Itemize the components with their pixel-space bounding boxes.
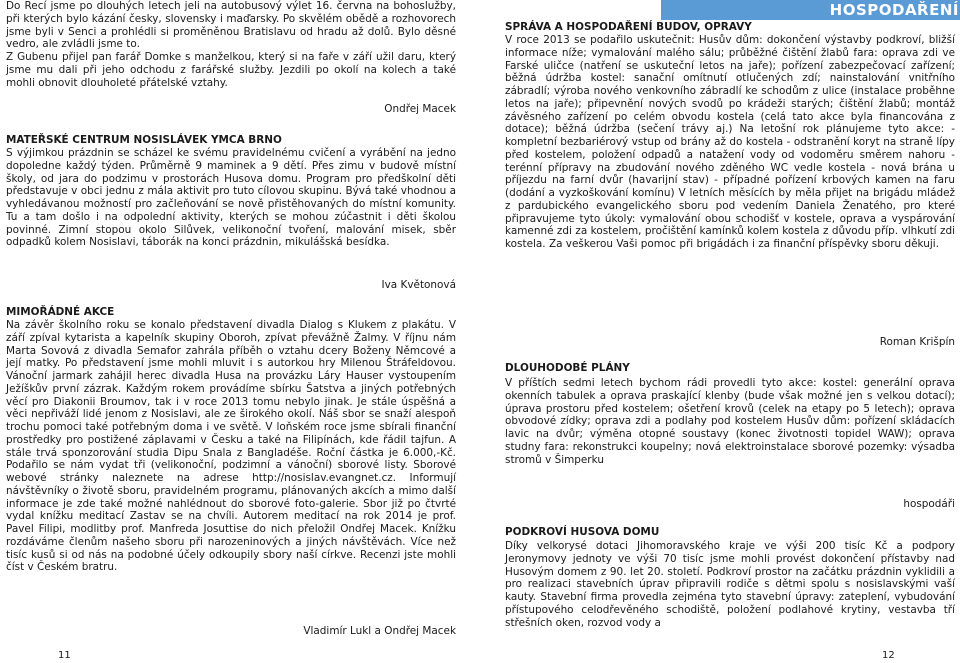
materske-centrum-text: S výjimkou prázdnin se scházel ke svému pravidelnému cvičení a vyrábění na jedno dopoledne každý týden. Průměrně 9 maminek a 9 dětí. Přes zimu v budově místní školy, od jara do podzimu v prostorách Husova domu. Program pro předškolní děti představuje v obci jednu z mála aktivit pro tuto cílovou skupinu. Bývá také vhodnou a vyhledávanou možností pro začleňování se nově přistěhovaných do místní komunity. Tu a tam došlo i na odpolední aktivity, kterých se mohou zúčastnit i děti školou povinné. Zimní stopou okolo Silůvek, velikonoční tvoření, malování misek, sběr odpadků kolem Nosislavi, táborák na konci prázdnin, mikulášská besídka. (6, 147, 456, 249)
signature-lukl-macek: Vladimír Lukl a Ondřej Macek (303, 625, 456, 637)
section-heading-materske-centrum: MATEŘSKÉ CENTRUM NOSISLÁVEK YMCA BRNO (6, 134, 282, 146)
italic-paragraph: Z Gubenu přijel pan farář Domke s manželkou, který si na faře v září užil daru, který jsme mu dali při jeho odchodu z farářské služby. Jezdili po okolí na kolech a také mohli obnovit dlouholeté přátelské vztahy. (6, 51, 456, 89)
section-heading-sprava-budov: SPRÁVA A HOSPODAŘENÍ BUDOV, OPRAVY (505, 21, 752, 33)
section-band (661, 0, 960, 20)
signature-kvetonova: Iva Květonová (381, 279, 456, 291)
page-number-left: 11 (58, 650, 71, 661)
signature-macek: Ondřej Macek (384, 103, 456, 115)
page-number-right: 12 (882, 650, 895, 661)
section-heading-dlouhodobe-plany: DLOUHODOBÉ PLÁNY (505, 362, 630, 374)
section-heading-podkrovi: PODKROVÍ HUSOVA DOMU (505, 526, 660, 538)
signature-krispin: Roman Krišpín (879, 336, 955, 348)
sprava-budov-text: V roce 2013 se podařilo uskutečnit: Husův dům: dokončení výstavby podkroví, bližší informace níže; vymalování malého sálu; průběžné čištění žlabů fara: oprava zdi ve Farské uličce (natření se uskuteční letos na jaře); pořízení zabezpečovací zařízení; běžná údržba kostel: sanační omítnutí otlučených zdí; nainstalování vnitřního zábradlí; výroba nového venkovního zábradlí ke schodům z ulice (instalace proběhne letos na jaře); připevnění nových svodů po krádeži starých; čištění žlabů; montáž závěsného zařízení po celém obvodu kostela (celá tato akce byla financována z dotace); běžná údržba (sečení trávy aj.) Na letošní rok plánujeme tyto akce: - kompletní bezbariérový vstup od brány až do kostela - odstranění koryt na straně lípy před kostelem, položení odpadů a natažení vody od vodoměru směrem nahoru - terénní přípravy na zbudování nového zděného WC vedle kostela - nová brána u příjezdu na farní dvůr (havarijní stav) - případné pořízení krbových kamen na faru (dodání a vyzkoškování komínu) V letních měsících by měla přijet na brigádu mládež z pardubického evangelického sboru pod vedením Daniela Ženatého, pro které připravujeme tyto úkoly: vymalování obou schodišť v kostele, oprava a vyspárování kamenné zdi za kostelem, pročištění kamínků kolem kostela z důvodu příp. vlhkutí zdi kostela. Za veškerou Vaši pomoc při brigádách i za finanční příspěvky sboru děkuji. (505, 34, 955, 250)
signature-hospodari: hospodáři (903, 498, 955, 510)
mimoradne-akce-text: Na závěr školního roku se konalo představení divadla Dialog s Klukem z plakátu. V září zpíval kytarista a kapelník skupiny Oboroh, zpívat převážně Žalmy. V říjnu nám Marta Sovová z divadla Semafor zahrála příběh o vztahu dcery Boženy Němcové a její matky. Po představení jsme mohli mluvit i s autorkou hry Milenou Štráfeldovou. Vánoční jarmark zahájil herec divadla Husa na provázku Láry Hauser vystoupením Ježíškův první zázrak. Každým rokem provádíme sbírku Šatstva a jiných potřebných věcí pro Diakonii Broumov, tak i v roce 2013 tomu nebylo jinak. Je stále úspěšná a věci nepřiváží lidé jenom z Nosislavi, ale ze širokého okolí. Náš sbor se snaží alespoň trochu pomoci také potřebným doma i ve světě. V loňském roce jsme sbírali finanční prostředky pro postižené záplavami v Česku a také na Filipínách, kde řádil tajfun. A stále trvá sponzorování studia Dipu Snala z Bangladéše. Roční částka je 6.000,-Kč. Podařilo se nám vydat tři (velikonoční, podzimní a vánoční) sborové listy. Sborové webové stránky naleznete na adrese http://nosislav.evangnet.cz. Informují návštěvníky o životě sboru, pravidelném programu, plánovaných akcích a mimo další informace je zde také možné nahlédnout do sborové foto-galerie. Sbor již po čtvrté vydal knížku meditací Zastav se na chvíli. Autorem meditací na rok 2014 je prof. Pavel Filipi, modlitby prof. Manfreda Josuttise do nich přeložil Ondřej Macek. Knížku rozdáváme členům našeho sboru při narozeninových a jiných návštěvách. Více než tisíc kusů si od nás na podobné účely odkoupily sbory naší církve. Recenzi jste mohli číst v Českém bratru. (6, 319, 456, 574)
band-title: HOSPODAŘENÍ (829, 1, 959, 19)
intro-paragraph: Do Recí jsme po dlouhých letech jeli na autobusový výlet 16. června na bohoslužby, při kterých bylo kázání česky, slovensky i maďarsky. Po skvělém obědě a rozhovorech jsme byli v Senci a prohlédli si proměněnou Bratislavu od hradu až dolů. Bylo děsné vedro, ale zvládli jsme to. (6, 0, 456, 51)
podkrovi-text: Díky velkorysé dotaci Jihomoravského kraje ve výši 200 tisíc Kč a podpory Jeronymovy jednoty ve výši 70 tisíc jsme mohli provést dokončení přístavby nad Husovým domem z 90. let 20. století. Podkroví prostor na začátku prázdnin vyklidili a pro realizaci stavebních úprav připravili rodiče s dětmi spolu s nosislavskými vaší kauty. Stavební firma provedla zejména tyto stavební úpravy: zateplení, vybudování přístupového celodřevěného schodiště, položení podlahové krytiny, vestavba tří střešních oken, rozvod vody a (505, 540, 955, 629)
section-heading-mimoradne-akce: MIMOŘÁDNÉ AKCE (6, 306, 115, 318)
dlouhodobe-plany-text: V příštích sedmi letech bychom rádi provedli tyto akce: kostel: generální oprava okenních tabulek a oprava praskající klenby (bude však možné jen s velkou dotací); úprava prostoru před kostelem; ošetření krovů (celek na etapy po 5 letech); oprava obvodové zídky; oprava zdi a podlahy pod kostelem Husův dům: pořízení skládacích lavic na dvůr; výměna otopné soustavy (konec životnosti topidel WAW); oprava studny fara: rekonstrukci koupelny; nová elektroinstalace sborové pozemky: výsadba stromů v Šimperku (505, 377, 955, 466)
